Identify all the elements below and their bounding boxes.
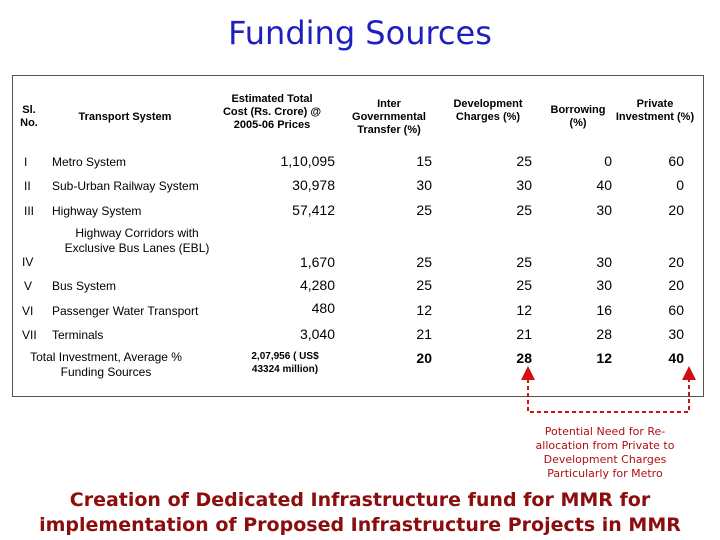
row-6-dev: 12 <box>516 302 532 318</box>
row-2-system: Sub-Urban Railway System <box>52 179 199 193</box>
row-7-dev: 21 <box>516 326 532 342</box>
row-3-private: 20 <box>668 202 684 218</box>
total-dev: 28 <box>516 350 532 366</box>
row-7-igt: 21 <box>416 326 432 342</box>
header-private-investment: Private Investment (%) <box>615 98 695 123</box>
row-4-dev: 25 <box>516 254 532 270</box>
row-2-igt: 30 <box>416 177 432 193</box>
row-1-cost: 1,10,095 <box>280 153 335 169</box>
row-1-borrow: 0 <box>604 153 612 169</box>
row-5-cost: 4,280 <box>299 277 335 293</box>
header-borrowing: Borrowing (%) <box>550 104 606 129</box>
total-borrow: 12 <box>596 350 612 366</box>
row-5-system: Bus System <box>52 279 117 293</box>
row-5-private: 20 <box>668 277 684 293</box>
row-6-borrow: 16 <box>596 302 612 318</box>
row-3-dev: 25 <box>516 202 532 218</box>
row-1-system: Metro System <box>52 155 127 169</box>
row-1-igt: 15 <box>416 153 432 169</box>
row-3-cost: 57,412 <box>292 202 335 218</box>
row-7-private: 30 <box>668 326 684 342</box>
row-1-private: 60 <box>668 153 684 169</box>
reallocation-connector <box>528 372 689 412</box>
row-5-borrow: 30 <box>596 277 612 293</box>
row-4-cost: 1,670 <box>299 254 335 270</box>
arrow-up-icon <box>682 366 696 380</box>
total-private: 40 <box>668 350 684 366</box>
row-7-borrow: 28 <box>596 326 612 342</box>
total-cost: 2,07,956 ( US$ 43324 million) <box>251 351 319 375</box>
row-2-dev: 30 <box>516 177 532 193</box>
row-2-cost: 30,978 <box>292 177 335 193</box>
row-3-igt: 25 <box>416 202 432 218</box>
row-4-borrow: 30 <box>596 254 612 270</box>
reallocation-note: Potential Need for Re-allocation from Private to Development Charges Particularly for Metro <box>535 425 675 480</box>
header-sl-no: Sl. No. <box>20 104 38 129</box>
row-4-sl: IV <box>22 255 34 269</box>
row-3-system: Highway System <box>52 204 142 218</box>
row-3-borrow: 30 <box>596 202 612 218</box>
row-1-dev: 25 <box>516 153 532 169</box>
row-5-sl: V <box>24 279 33 293</box>
row-6-private: 60 <box>668 302 684 318</box>
row-4-private: 20 <box>668 254 684 270</box>
row-2-sl: II <box>24 179 31 193</box>
row-7-system: Terminals <box>52 328 104 342</box>
row-6-cost: 480 <box>311 300 335 316</box>
row-5-igt: 25 <box>416 277 432 293</box>
row-7-sl: VII <box>22 328 37 342</box>
row-4-igt: 25 <box>416 254 432 270</box>
total-igt: 20 <box>416 350 432 366</box>
row-1-sl: I <box>24 155 28 169</box>
header-development-charges: Development Charges (%) <box>453 98 523 123</box>
row-6-sl: VI <box>22 304 34 318</box>
header-inter-governmental: Inter Governmental Transfer (%) <box>352 98 426 136</box>
row-2-private: 0 <box>676 177 684 193</box>
total-label: Total Investment, Average % Funding Sources <box>30 350 182 379</box>
header-estimated-cost: Estimated Total Cost (Rs. Crore) @ 2005-06 Prices <box>222 93 322 131</box>
arrow-up-icon <box>521 366 535 380</box>
page-title: Funding Sources <box>228 14 492 52</box>
row-4-system: Highway Corridors with Exclusive Bus Lanes (EBL) <box>64 226 210 255</box>
row-2-borrow: 40 <box>596 177 612 193</box>
row-7-cost: 3,040 <box>299 326 335 342</box>
footer-statement: Creation of Dedicated Infrastructure fund for MMR for implementation of Proposed Infrastructure Projects in MMR <box>39 489 681 536</box>
header-transport-system: Transport System <box>78 111 172 123</box>
row-6-igt: 12 <box>416 302 432 318</box>
row-5-dev: 25 <box>516 277 532 293</box>
row-3-sl: III <box>24 204 35 218</box>
row-6-system: Passenger Water Transport <box>52 304 199 318</box>
